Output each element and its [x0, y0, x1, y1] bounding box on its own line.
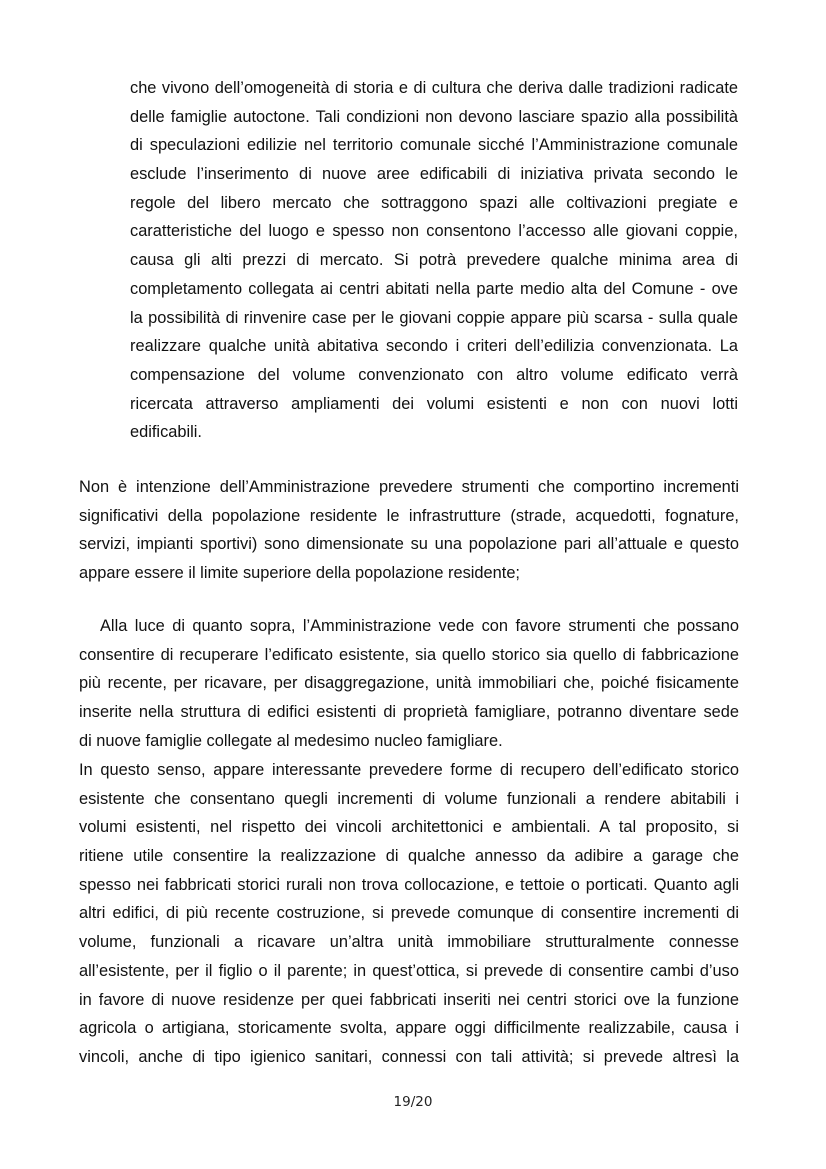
paragraph-historic-buildings	[79, 756, 739, 1072]
text-line: Non è intenzione dell’Amministrazione prevedere strumenti che comportino incrementi	[79, 478, 739, 496]
text-line: in favore di nuove residenze per quei fabbricati inseriti nei centri storici ove la funzione	[79, 990, 739, 1009]
text-line: agricola o artigiana, storicamente svolta, appare oggi difficilmente realizzabile, causa i	[79, 1019, 739, 1038]
text-line: altri edifici, di più recente costruzione, si prevede comunque di consentire incrementi di	[79, 904, 739, 923]
text-line: ritiene utile consentire la realizzazione di qualche annesso da adibire a garage che	[79, 847, 739, 866]
text-line: più recente, per ricavare, per disaggregazione, unità immobiliari che, poiché fisicamente	[79, 674, 739, 693]
text-line: realizzare qualche unità abitativa secondo i criteri dell’edilizia convenzionata. La	[130, 337, 738, 356]
text-line: In questo senso, appare interessante prevedere forme di recupero dell’edificato storico	[79, 761, 739, 779]
text-line: caratteristiche del luogo e spesso non consentono l’accesso alle giovani coppie,	[130, 222, 738, 241]
text-line: volume, funzionali a ricavare un’altra unità immobiliare strutturalmente connesse	[79, 933, 739, 952]
text-line: che vivono dell’omogeneità di storia e di cultura che deriva dalle tradizioni radicate	[130, 79, 738, 97]
text-line: spesso nei fabbricati storici rurali non trova collocazione, e tettoie o porticati. Quanto agli	[79, 875, 739, 894]
text-line: esclude l’inserimento di nuove aree edificabili di iniziativa privata secondo le	[130, 165, 738, 184]
text-line: Alla luce di quanto sopra, l’Amministrazione vede con favore strumenti che possano	[100, 617, 739, 635]
text-line: causa gli alti prezzi di mercato. Si potrà prevedere qualche minima area di	[130, 251, 738, 270]
text-line: di speculazioni edilizie nel territorio comunale sicché l’Amministrazione comunale	[130, 136, 738, 155]
text-line: la possibilità di rinvenire case per le giovani coppie appare più scarsa - sulla quale	[130, 308, 738, 327]
paragraph-infrastructure	[79, 473, 739, 588]
paragraph-recovery	[79, 612, 739, 755]
text-line: volumi esistenti, nel rispetto dei vincoli architettonici e ambientali. A tal proposito, si	[79, 818, 739, 837]
text-line: ricercata attraverso ampliamenti dei volumi esistenti e non con nuovi lotti	[130, 394, 738, 413]
text-line: di nuove famiglie collegate al medesimo nucleo famigliare.	[79, 731, 503, 750]
text-line: compensazione del volume convenzionato con altro volume edificato verrà	[130, 365, 738, 384]
text-line: servizi, impianti sportivi) sono dimensionate su una popolazione pari all’attuale e questo	[79, 535, 739, 554]
text-line: vincoli, anche di tipo igienico sanitari, connessi con tali attività; si prevede altresì la	[79, 1047, 739, 1066]
text-line: completamento collegata ai centri abitati nella parte medio alta del Comune - ove	[130, 279, 738, 298]
text-line: edificabili.	[130, 423, 202, 442]
text-line: all’esistente, per il figlio o il parente; in quest’ottica, si prevede di consentire cambi d’uso	[79, 961, 739, 980]
page-number: 19/20	[393, 1094, 433, 1110]
text-line: delle famiglie autoctone. Tali condizioni non devono lasciare spazio alla possibilità	[130, 107, 738, 126]
indented-text-block	[130, 74, 738, 447]
text-line: esistente che consentano quegli incrementi di volume funzionali a rendere abitabili i	[79, 789, 739, 808]
text-line: significativi della popolazione residente le infrastrutture (strade, acquedotti, fognature,	[79, 506, 739, 525]
text-line: inserite nella struttura di edifici esistenti di proprietà famigliare, potranno diventare sede	[79, 703, 739, 722]
text-line: regole del libero mercato che sottraggono spazi alle coltivazioni pregiate e	[130, 193, 738, 212]
text-line: appare essere il limite superiore della popolazione residente;	[79, 564, 520, 583]
text-line: consentire di recuperare l’edificato esistente, sia quello storico sia quello di fabbricazione	[79, 645, 739, 664]
